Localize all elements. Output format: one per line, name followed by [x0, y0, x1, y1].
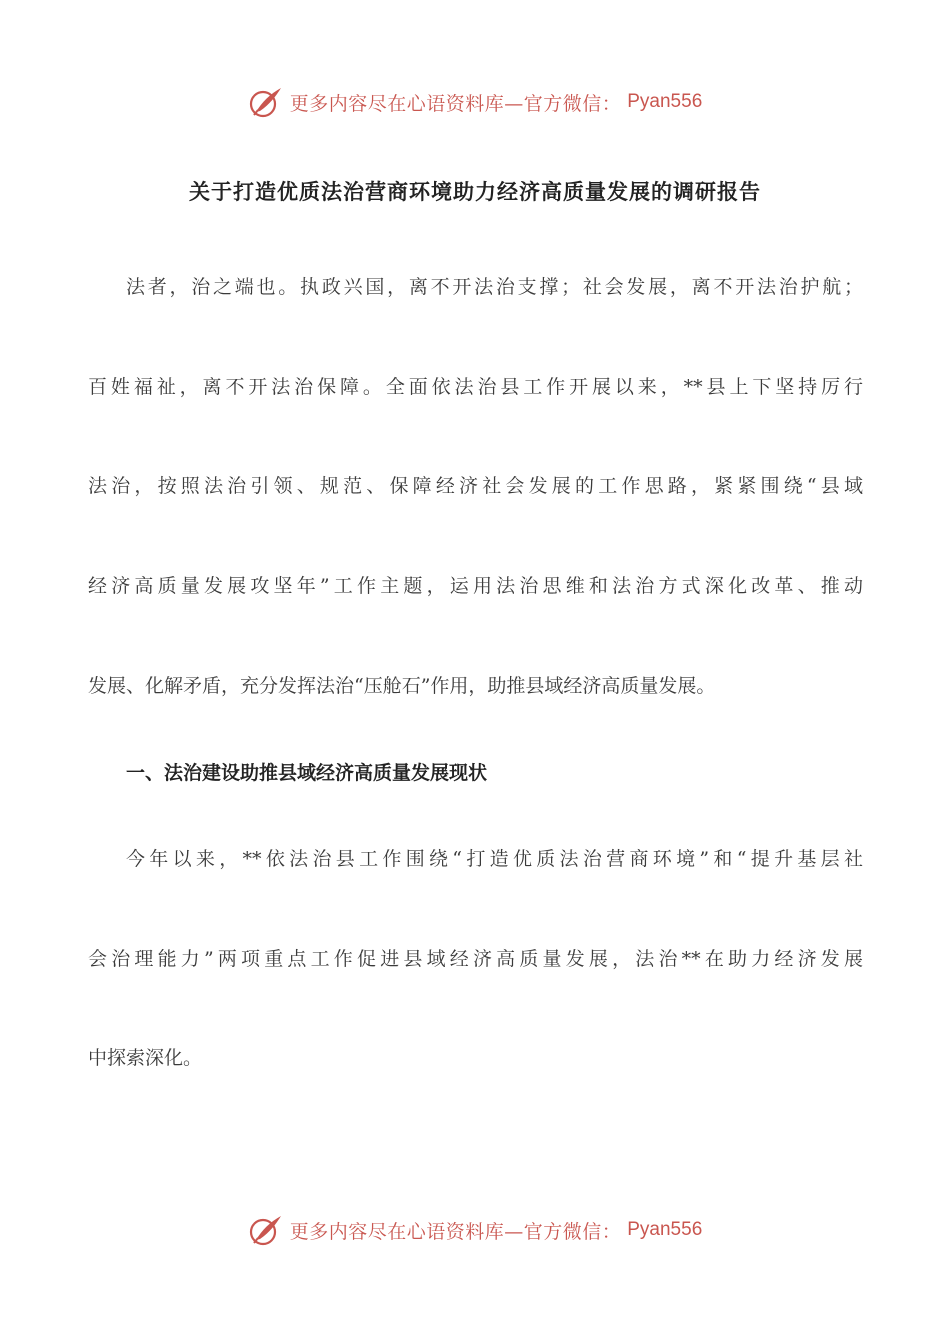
- document-title: 关于打造优质法治营商环境助力经济高质量发展的调研报告: [189, 179, 761, 204]
- paragraph-line: 今年以来，**依法治县工作围绕“打造优质法治营商环境”和“提升基层社: [126, 848, 863, 870]
- footer-watermark: [0, 1210, 950, 1250]
- section-heading: 一、法治建设助推县域经济高质量发展现状: [126, 762, 488, 784]
- quill-logo-icon: [248, 84, 284, 120]
- paragraph-line: 法者，治之端也。执政兴国，离不开法治支撑；社会发展，离不开法治护航；: [126, 276, 863, 298]
- quill-logo-icon: [248, 1212, 284, 1248]
- paragraph-line: 会治理能力”两项重点工作促进县域经济高质量发展，法治**在助力经济发展: [88, 948, 863, 970]
- watermark-wechat-id: Pyan556: [627, 91, 703, 112]
- paragraph-line: 法治，按照法治引领、规范、保障经济社会发展的工作思路，紧紧围绕“县域: [88, 475, 863, 497]
- watermark-text: 更多内容尽在心语资料库—官方微信：: [289, 1220, 622, 1243]
- paragraph-line: 百姓福祉，离不开法治保障。全面依法治县工作开展以来，**县上下坚持厉行: [88, 376, 863, 398]
- header-watermark: [0, 82, 950, 122]
- paragraph-line: 经济高质量发展攻坚年”工作主题，运用法治思维和法治方式深化改革、推动: [88, 575, 863, 597]
- watermark-wechat-id: Pyan556: [627, 1219, 703, 1240]
- paragraph-line: 发展、化解矛盾，充分发挥法治“压舱石”作用，助推县域经济高质量发展。: [88, 675, 716, 697]
- watermark-text: 更多内容尽在心语资料库—官方微信：: [289, 92, 622, 115]
- paragraph-line: 中探索深化。: [88, 1047, 203, 1069]
